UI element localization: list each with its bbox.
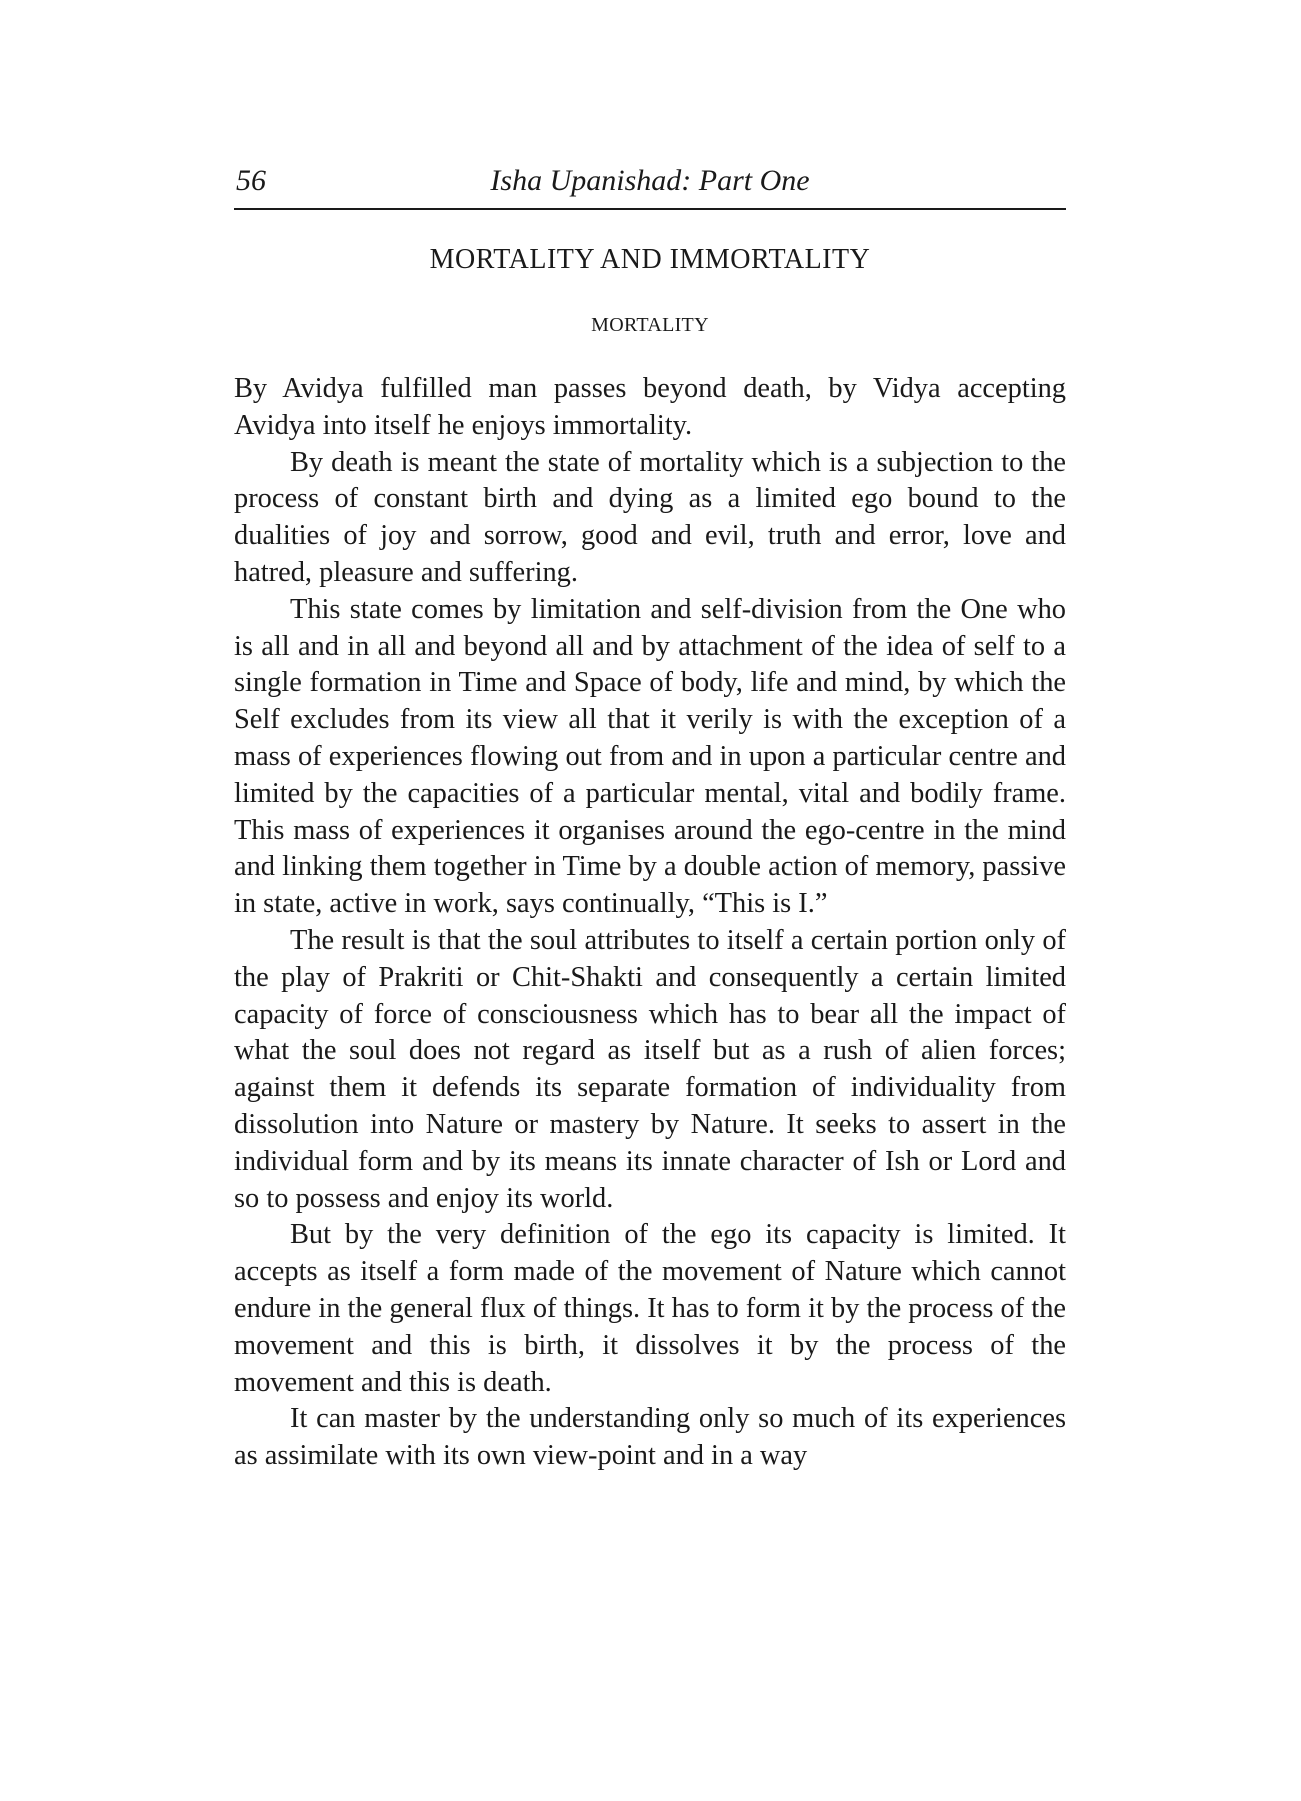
book-page (234, 158, 1066, 1475)
chapter-title: MORTALITY AND IMMORTALITY (429, 244, 871, 275)
paragraph: It can master by the understanding only so much of its experiences as assimilate with its own view-point and in a way (234, 1403, 1066, 1472)
paragraph: By Avidya fulfilled man passes beyond death, by Vidya accepting Avidya into itself he enjoys immortality. (234, 373, 1066, 441)
paragraph: But by the very definition of the ego its capacity is limited. It accepts as itself a form made of the movement of Nature which cannot endure in the general flux of things. It has to form it by the process of the movement and this is birth, it dissolves it by the process of the movement and this is death. (234, 1219, 1066, 1398)
paragraph: This state comes by limitation and self-division from the One who is all and in all and beyond all and by attachment of the idea of self to a single formation in Time and Space of body, life and mind, by which the Self excludes from its view all that it verily is with the exception of a mass of experiences flowing out from and in upon a particular centre and limited by the capacities of a particular mental, vital and bodily frame. This mass of experiences it organises around the ego-centre in the mind and linking them together in Time by a double action of memory, passive in state, active in work, says continually, “This is I.” (234, 593, 1066, 920)
section-title: MORTALITY (591, 314, 709, 336)
book-title: Isha Upanishad: Part One (490, 164, 810, 197)
page-number: 56 (236, 164, 266, 197)
paragraph: By death is meant the state of mortality which is a subjection to the process of constant birth and dying as a limited ego bound to the dualities of joy and sorrow, good and evil, truth and error, love and hatred, pleasure and suffering. (234, 446, 1066, 588)
running-head (234, 158, 1066, 210)
body-text (234, 371, 1066, 1475)
paragraph: The result is that the soul attributes to itself a certain portion only of the play of Prakriti or Chit-Shakti and consequently a certain limited capacity of force of consciousness which has to bear all the impact of what the soul does not regard as itself but as a rush of alien forces; against them it defends its separate formation of individuality from dissolution into Nature or mastery by Nature. It seeks to assert in the individual form and by its means its innate character of Ish or Lord and so to possess and enjoy its world. (234, 924, 1066, 1214)
